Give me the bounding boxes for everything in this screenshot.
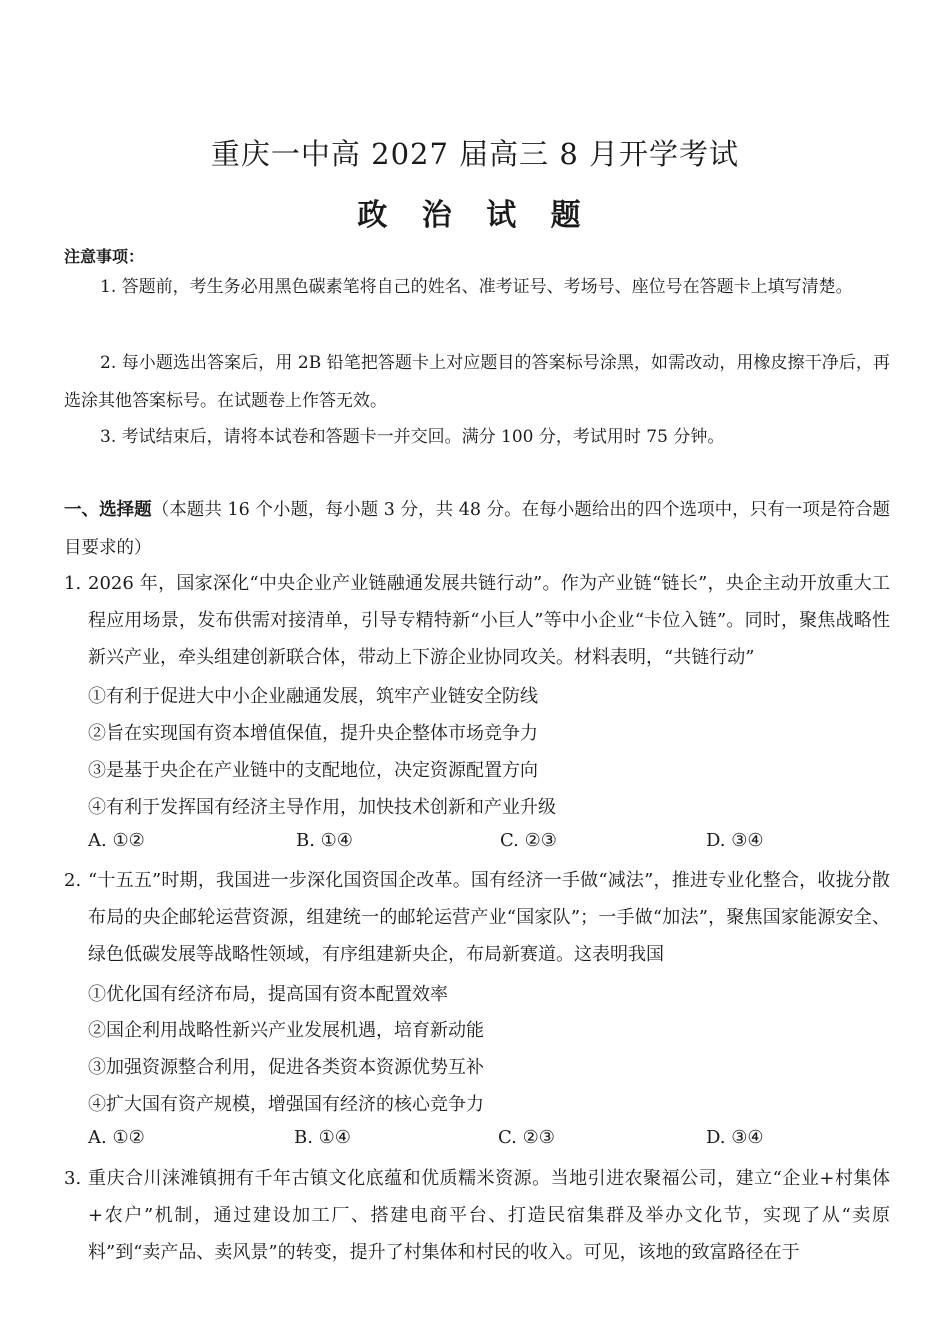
question-number: 1. [64, 573, 82, 594]
statement-option: ①有利于促进大中小企业融通发展，筑牢产业链安全防线 [88, 686, 538, 707]
statement-option: ④有利于发挥国有经济主导作用，加快技术创新和产业升级 [88, 797, 556, 818]
section-label: 一、选择题 [64, 500, 152, 520]
section-header [64, 491, 890, 567]
choice-c: C. ②③ [498, 1127, 555, 1148]
question-stem: “十五五”时期，我国进一步深化国资国企改革。国有经济一手做“减法”，推进专业化整合，收拢分散布局的央企邮轮运营资源，组建统一的邮轮运营产业“国家队”；一手做“加法”，聚焦国家能源安全、绿色低碳发展等战略性领域，有序组建新央企，布局新赛道。这表明我国 [88, 870, 890, 965]
notes-heading: 注意事项： [64, 247, 145, 266]
question-1 [64, 565, 894, 676]
question-3 [64, 1160, 894, 1271]
question-stem: 重庆合川涞滩镇拥有千年古镇文化底蕴和优质糯米资源。当地引进农聚福公司，建立“企业+村集体+农户”机制，通过建设加工厂、搭建电商平台、打造民宿集群及举办文化节，实现了从“卖原料”到“卖产品、卖风景”的转变，提升了村集体和村民的收入。可见，该地的致富路径在于 [88, 1168, 890, 1263]
choice-d: D. ③④ [706, 1127, 764, 1148]
note-item-3: 3. 考试结束后，请将本试卷和答题卡一并交回。满分 100 分，考试用时 75 分钟。 [100, 427, 725, 447]
question-number: 2. [64, 870, 82, 891]
exam-title: 重庆一中高 2027 届高三 8 月开学考试 [210, 137, 740, 171]
choice-a: A. ①② [88, 830, 145, 851]
note-item-1: 1. 答题前，考生务必用黑色碳素笔将自己的姓名、准考证号、考场号、座位号在答题卡上填写清楚。 [100, 277, 853, 297]
choice-b: B. ①④ [294, 1127, 351, 1148]
exam-subject: 政 治 试 题 [357, 198, 593, 233]
question-2 [64, 862, 894, 973]
statement-option: ②国企利用战略性新兴产业发展机遇，培育新动能 [88, 1020, 484, 1041]
statement-option: ③是基于央企在产业链中的支配地位，决定资源配置方向 [88, 760, 538, 781]
statement-option: ④扩大国有资产规模，增强国有经济的核心竞争力 [88, 1094, 484, 1115]
choice-a: A. ①② [88, 1127, 145, 1148]
question-number: 3. [64, 1168, 82, 1189]
section-description: （本题共 16 个小题，每小题 3 分，共 48 分。在每小题给出的四个选项中，只有一项是符合题目要求的） [64, 500, 891, 558]
choice-d: D. ③④ [706, 830, 764, 851]
choice-c: C. ②③ [500, 830, 557, 851]
answer-choices [88, 1127, 848, 1157]
statement-option: ①优化国有经济布局，提高国有资本配置效率 [88, 984, 448, 1005]
choice-b: B. ①④ [296, 830, 353, 851]
statement-option: ②旨在实现国有资本增值保值，提升央企整体市场竞争力 [88, 723, 538, 744]
answer-choices [88, 830, 848, 860]
question-stem: 2026 年，国家深化“中央企业产业链融通发展共链行动”。作为产业链“链长”，央企主动开放重大工程应用场景，发布供需对接清单，引导专精特新“小巨人”等中小企业“卡位入链”。同时，聚焦战略性新兴产业，牵头组建创新联合体，带动上下游企业协同攻关。材料表明，“共链行动” [88, 573, 890, 668]
note-item-2: 2. 每小题选出答案后，用 2B 铅笔把答题卡上对应题目的答案标号涂黑，如需改动，用橡皮擦干净后，再选涂其他答案标号。在试题卷上作答无效。 [64, 353, 890, 411]
statement-option: ③加强资源整合利用，促进各类资本资源优势互补 [88, 1057, 484, 1078]
